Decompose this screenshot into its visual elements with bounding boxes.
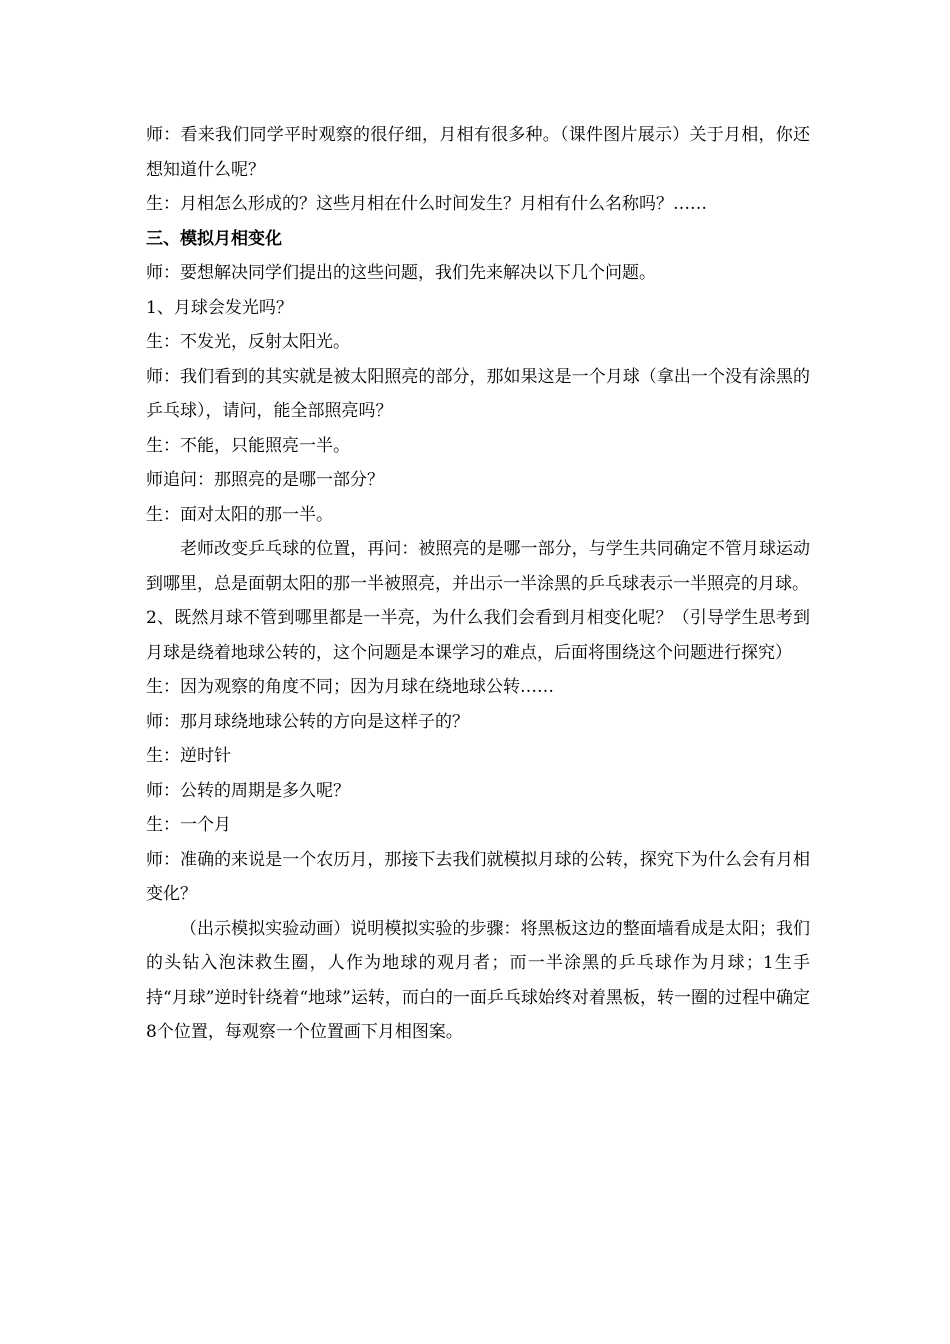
paragraph-student-2: 生：不发光，反射太阳光。 — [146, 332, 350, 352]
paragraph-teacher-3: 师：我们看到的其实就是被太阳照亮的部分，那如果这是一个月球（拿出一个没有涂黑的乒乓球），请问，能全部照亮吗？ — [146, 366, 810, 421]
paragraph-teacher-4: 师追问：那照亮的是哪一部分？ — [146, 470, 384, 490]
paragraph-student-1: 生：月相怎么形成的？这些月相在什么时间发生？月相有什么名称吗？…… — [146, 194, 707, 214]
section-heading: 三、模拟月相变化 — [146, 228, 282, 249]
paragraph-narration-1: 老师改变乒乓球的位置，再问：被照亮的是哪一部分，与学生共同确定不管月球运动到哪里，总是面朝太阳的那一半被照亮，并出示一半涂黑的乒乓球表示一半照亮的月球。 — [146, 539, 810, 594]
question-1: 1、月球会发光吗？ — [146, 297, 293, 318]
paragraph-teacher-7: 师：准确的来说是一个农历月，那接下去我们就模拟月球的公转，探究下为什么会有月相变化？ — [146, 849, 810, 904]
paragraph-teacher-1: 师：看来我们同学平时观察的很仔细，月相有很多种。（课件图片展示）关于月相，你还想知道什么呢？ — [146, 125, 810, 180]
paragraph-narration-2: （出示模拟实验动画）说明模拟实验的步骤：将黑板这边的整面墙看成是太阳；我们的头钻入泡沫救生圈，人作为地球的观月者；而一半涂黑的乒乓球作为月球；1生手持“月球”逆时针绕着“地球”运转，而白的一面乒乓球始终对着黑板，转一圈的过程中确定8个位置，每观察一个位置画下月相图案。 — [146, 918, 810, 1042]
paragraph-student-7: 生：一个月 — [146, 815, 231, 835]
paragraph-student-3: 生：不能，只能照亮一半。 — [146, 435, 350, 456]
paragraph-teacher-2: 师：要想解决同学们提出的这些问题，我们先来解决以下几个问题。 — [146, 263, 656, 283]
question-2: 2、既然月球不管到哪里都是一半亮，为什么我们会看到月相变化呢？（引导学生思考到月球是绕着地球公转的，这个问题是本课学习的难点，后面将围绕这个问题进行探究） — [146, 608, 810, 663]
paragraph-teacher-6: 师：公转的周期是多久呢？ — [146, 780, 350, 801]
paragraph-student-5: 生：因为观察的角度不同；因为月球在绕地球公转…… — [146, 677, 554, 697]
document-page — [146, 118, 810, 1050]
paragraph-student-6: 生：逆时针 — [146, 746, 231, 766]
paragraph-student-4: 生：面对太阳的那一半。 — [146, 504, 333, 525]
paragraph-teacher-5: 师：那月球绕地球公转的方向是这样子的？ — [146, 711, 469, 732]
